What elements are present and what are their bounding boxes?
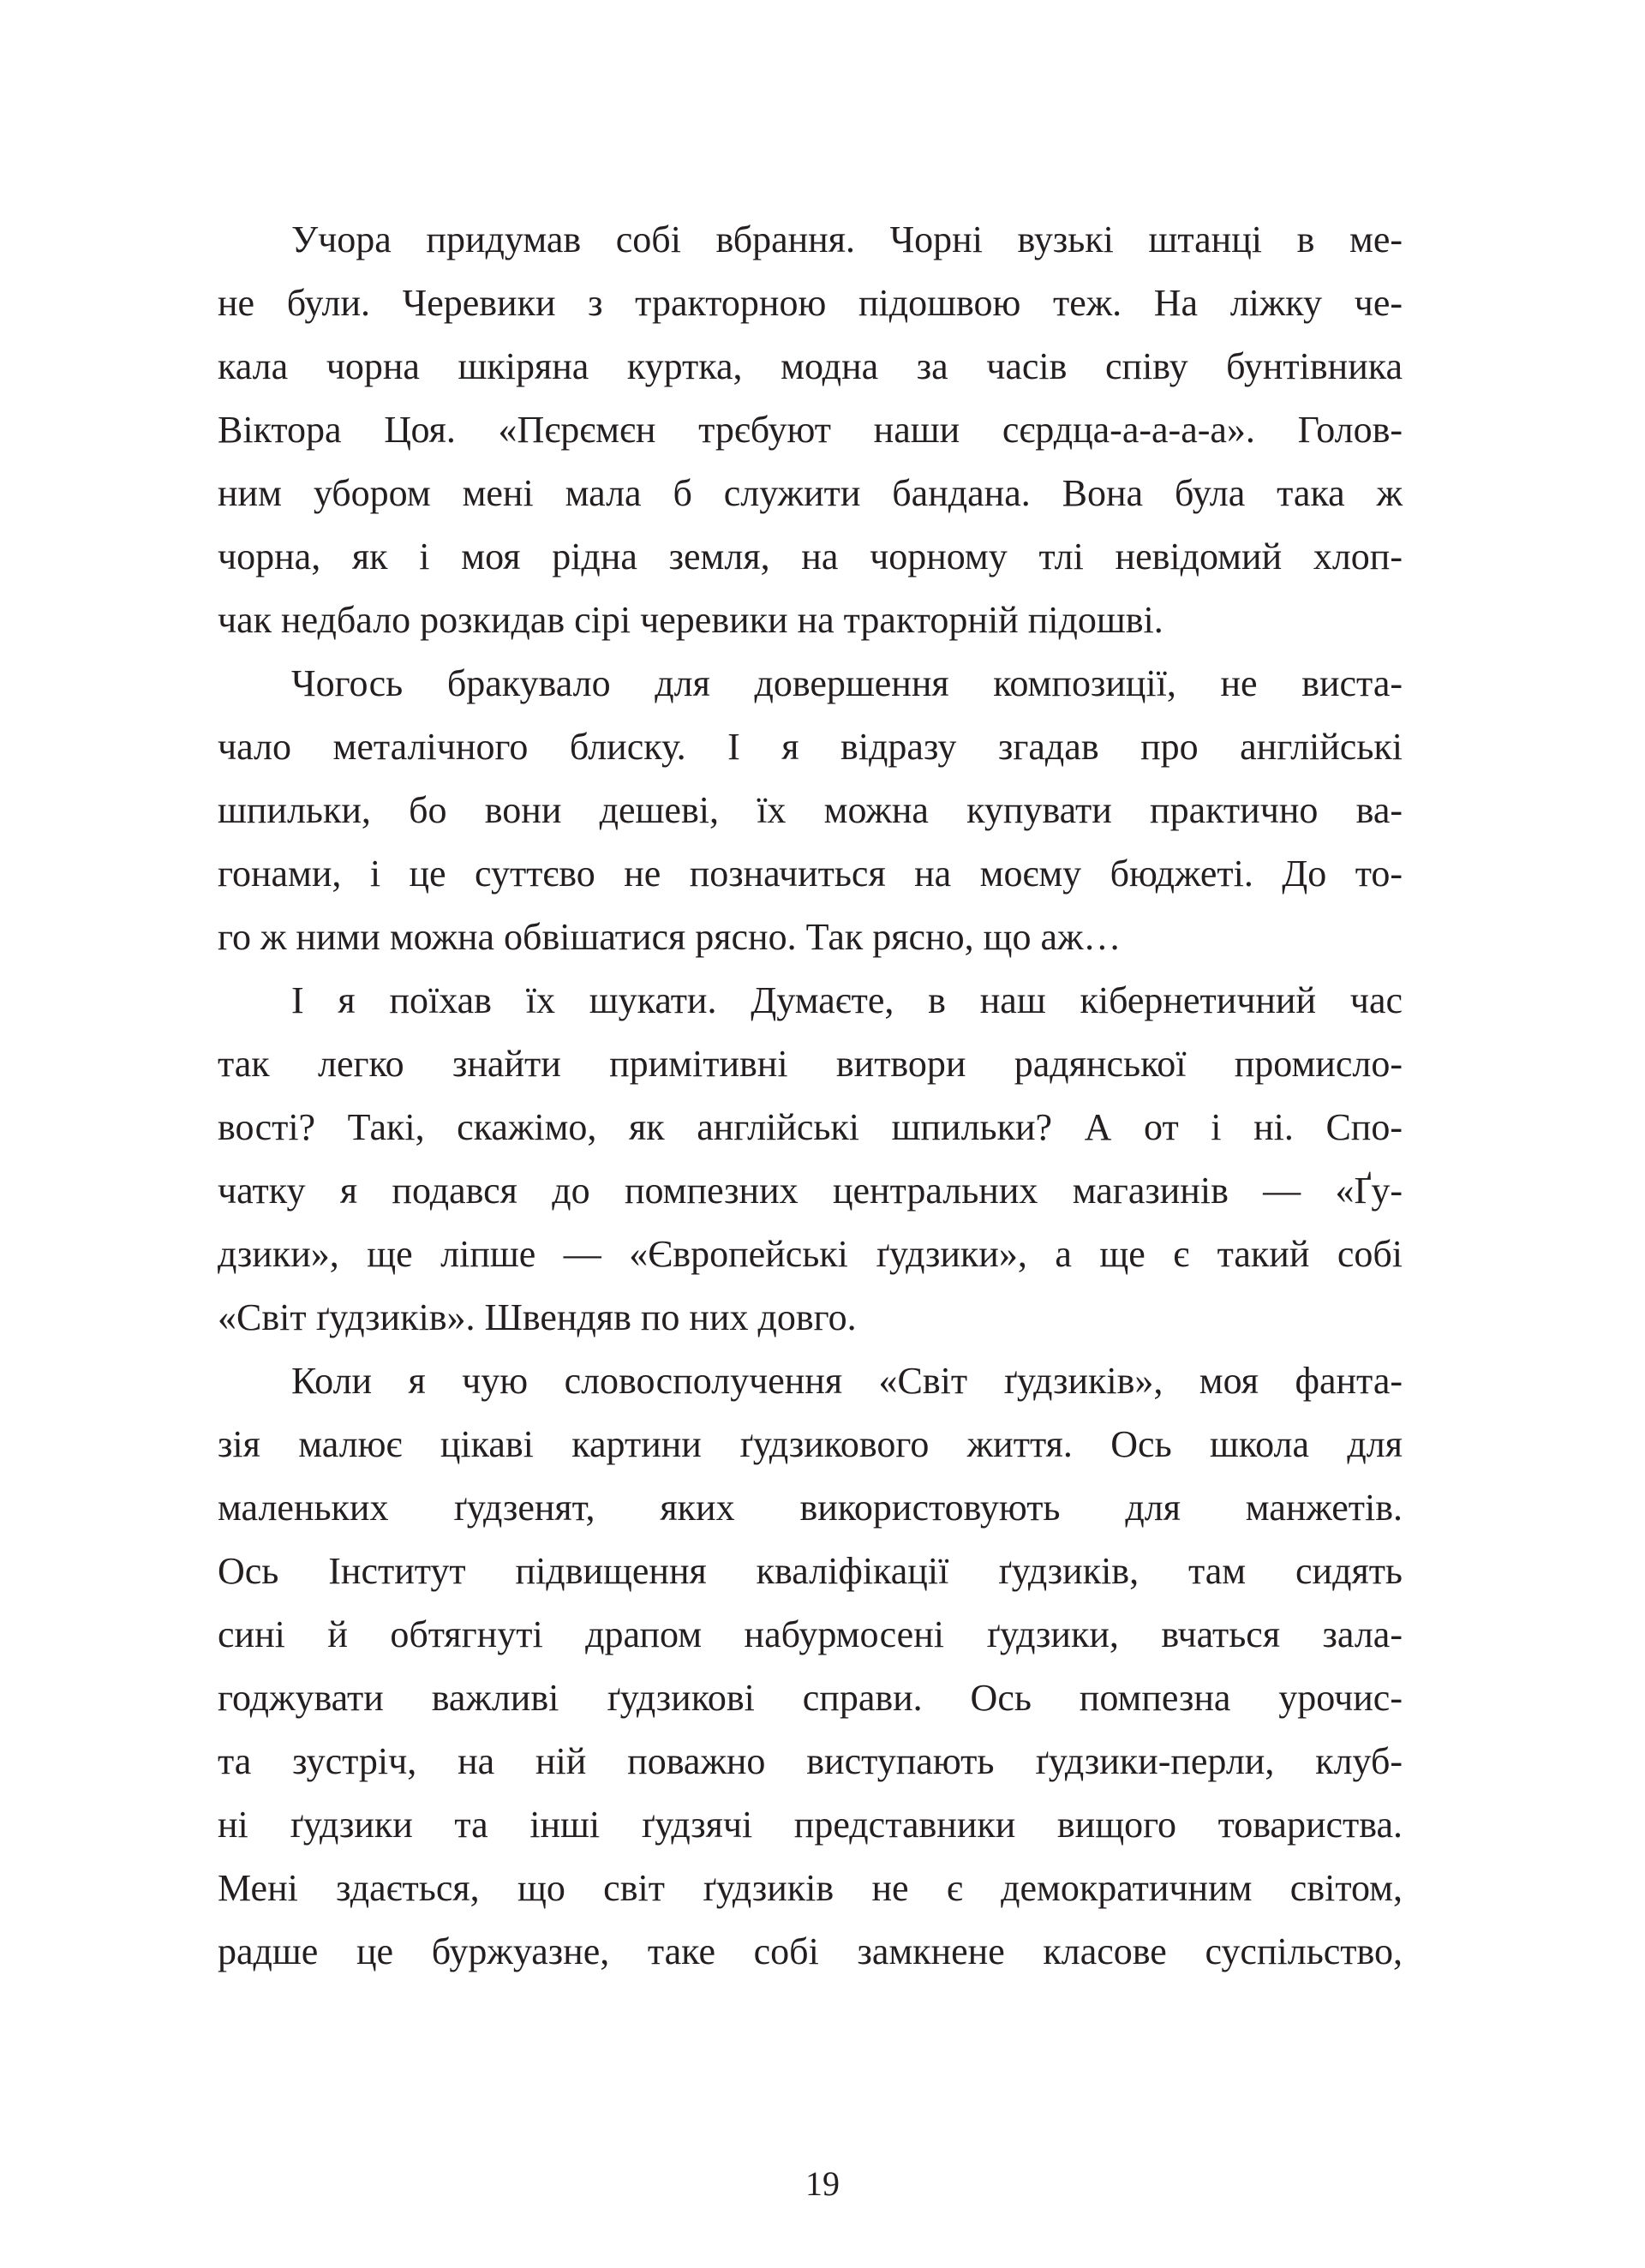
text-line: Ось Інститут підвищення кваліфікації ґудзиків, там сидять xyxy=(218,1550,1403,1592)
text-line: ним убором мені мала б служити бандана. Вона була така ж xyxy=(218,472,1403,514)
text-line: радше це буржуазне, таке собі замкнене класове суспільство, xyxy=(218,1930,1403,1972)
text-line: чак недбало розкидав сірі черевики на тракторній підошві. xyxy=(218,599,1163,641)
paragraph xyxy=(218,652,1403,969)
text-line: чорна, як і моя рідна земля, на чорному тлі невідомий хлоп- xyxy=(218,536,1403,577)
text-line: Чогось бракувало для довершення композиції, не виста- xyxy=(291,662,1403,704)
text-line: так легко знайти примітивні витвори радянської промисло- xyxy=(218,1043,1403,1085)
text-line: І я поїхав їх шукати. Думаєте, в наш кібернетичний час xyxy=(291,979,1403,1021)
paragraph xyxy=(218,1349,1403,1984)
text-line: кала чорна шкіряна куртка, модна за часів співу бунтівника xyxy=(218,345,1403,387)
text-line: сині й обтягнуті драпом набурмосені ґудзики, вчаться зала- xyxy=(218,1613,1403,1655)
paragraph xyxy=(218,969,1403,1349)
text-line: дзики», ще ліпше — «Європейські ґудзики», а ще є такий собі xyxy=(218,1233,1403,1275)
page-number: 19 xyxy=(805,2164,840,2203)
text-line: Коли я чую словосполучення «Світ ґудзиків», моя фанта- xyxy=(291,1360,1403,1402)
text-line: Учора придумав собі вбрання. Чорні вузькі штанці в ме- xyxy=(291,218,1403,260)
text-line: го ж ними можна обвішатися рясно. Так рясно, що аж… xyxy=(218,916,1122,958)
text-line: вості? Такі, скажімо, як англійські шпильки? А от і ні. Спо- xyxy=(218,1106,1403,1148)
text-line: годжувати важливі ґудзикові справи. Ось помпезна урочис- xyxy=(218,1677,1403,1719)
text-line: чало металічного блиску. І я відразу згадав про англійські xyxy=(218,726,1403,768)
text-line: гонами, і це суттєво не позначиться на моєму бюджеті. До то- xyxy=(218,853,1403,895)
text-line: зія малює цікаві картини ґудзикового життя. Ось школа для xyxy=(218,1423,1403,1465)
body-text xyxy=(218,208,1403,1984)
text-line: Віктора Цоя. «Пєрємєн трєбуют наши сєрдца-а-а-а-а». Голов- xyxy=(218,409,1403,451)
text-line: маленьких ґудзенят, яких використовують для манжетів. xyxy=(218,1487,1403,1529)
text-line: та зустріч, на ній поважно виступають ґудзики-перли, клуб- xyxy=(218,1740,1403,1782)
paragraph xyxy=(218,208,1403,652)
text-line: не були. Черевики з тракторною підошвою теж. На ліжку че- xyxy=(218,282,1403,324)
text-line: ні ґудзики та інші ґудзячі представники вищого товариства. xyxy=(218,1804,1403,1846)
text-line: чатку я подався до помпезних центральних магазинів — «Ґу- xyxy=(218,1170,1403,1212)
text-line: «Світ ґудзиків». Швендяв по них довго. xyxy=(218,1296,857,1338)
text-line: Мені здається, що світ ґудзиків не є демократичним світом, xyxy=(218,1867,1403,1909)
text-line: шпильки, бо вони дешеві, їх можна купувати практично ва- xyxy=(218,789,1403,831)
